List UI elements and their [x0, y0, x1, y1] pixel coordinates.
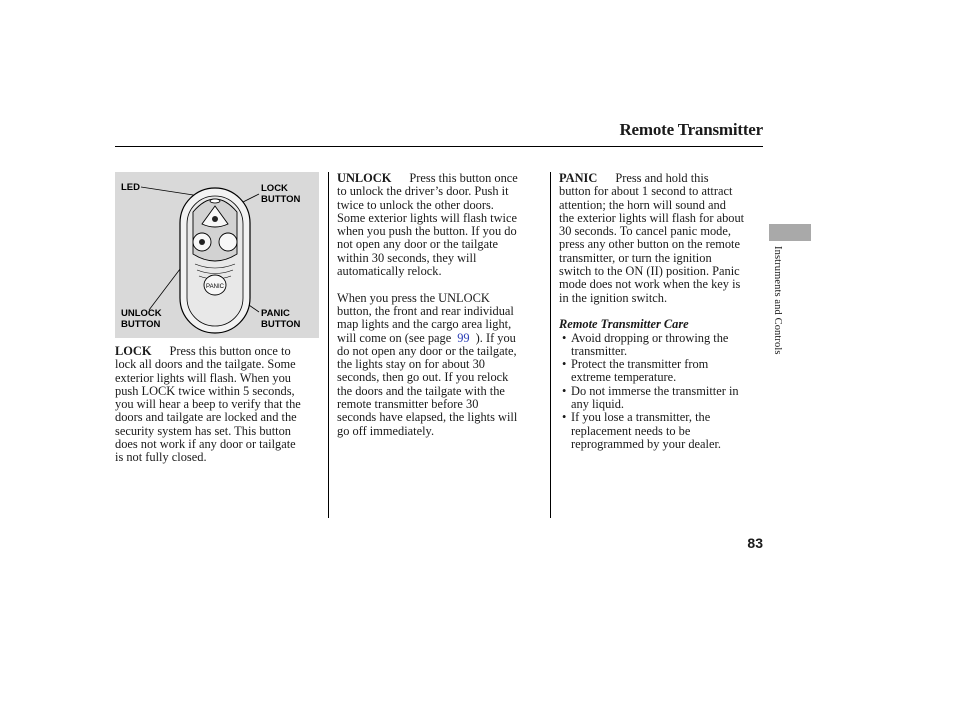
panic-line: transmitter, or turn the ignition: [559, 250, 712, 265]
panic-line: mode does not work when the key is: [559, 277, 741, 292]
unlock-line: When you press the UNLOCK: [337, 290, 490, 305]
unlock-line: map lights and the cargo area light,: [337, 317, 512, 332]
unlock-line: within 30 seconds, they will: [337, 250, 477, 265]
lock-line: push LOCK twice within 5 seconds,: [115, 383, 295, 398]
section-tab-label: Instruments and Controls: [772, 246, 783, 355]
lock-button-label: [261, 183, 300, 205]
lock-keyword: LOCK: [115, 344, 152, 358]
lock-button-label-line: LOCK: [261, 183, 288, 194]
panic-button-label-line: BUTTON: [261, 319, 301, 330]
unlock-button-label-line: BUTTON: [121, 319, 161, 330]
bullet-icon: •: [562, 410, 567, 425]
care-list-item: [559, 385, 765, 412]
column-divider-right: [550, 172, 551, 518]
care-item-line: Avoid dropping or throwing the: [571, 330, 729, 345]
care-item-line: extreme temperature.: [571, 370, 677, 385]
panic-line: 30 seconds. To cancel panic mode,: [559, 224, 731, 239]
lock-line-text: Press this button once to: [169, 344, 291, 358]
remote-transmitter-figure: [115, 172, 319, 338]
care-list-item: [559, 332, 765, 359]
unlock-line: the doors and the tailgate with the: [337, 383, 505, 398]
care-list: [559, 332, 765, 452]
lock-line: is not fully closed.: [115, 450, 207, 465]
lock-section: [115, 345, 325, 465]
panic-line: attention; the horn will sound and: [559, 197, 726, 212]
unlock-line: when you push the button. If you do: [337, 224, 517, 239]
unlock-line: automatically relock.: [337, 264, 442, 279]
unlock-section: [337, 172, 545, 438]
page-number: 83: [747, 535, 763, 551]
care-list-item: [559, 411, 765, 451]
unlock-line: go off immediately.: [337, 423, 435, 438]
led-label: LED: [121, 182, 140, 193]
bullet-icon: •: [562, 383, 567, 398]
care-item-line: replacement needs to be: [571, 423, 691, 438]
panic-line-text: Press and hold this: [615, 171, 709, 185]
lock-line: doors and tailgate are locked and the: [115, 410, 297, 425]
unlock-line: [337, 332, 545, 345]
care-item-line: Do not immerse the transmitter in: [571, 383, 739, 398]
page-reference-link[interactable]: 99: [457, 330, 470, 345]
unlock-line: button, the front and rear individual: [337, 303, 514, 318]
panic-line: in the ignition switch.: [559, 290, 668, 305]
panic-keyword: PANIC: [559, 171, 598, 185]
lock-line: does not work if any door or tailgate: [115, 437, 296, 452]
care-item-line: If you lose a transmitter, the: [571, 410, 711, 425]
page-ref-after: ). If you: [475, 330, 516, 345]
panic-line: switch to the ON (II) position. Panic: [559, 264, 740, 279]
unlock-line: seconds have elapsed, the lights will: [337, 410, 518, 425]
panic-line: press any other button on the remote: [559, 237, 740, 252]
lock-line: you will hear a beep to verify that the: [115, 397, 301, 412]
bullet-icon: •: [562, 357, 567, 372]
header-rule: [115, 146, 763, 147]
section-tab: [769, 224, 811, 241]
unlock-line: to unlock the driver’s door. Push it: [337, 184, 509, 199]
unlock-line: twice to unlock the other doors.: [337, 197, 494, 212]
unlock-line: Some exterior lights will flash twice: [337, 210, 517, 225]
lock-line: security system has set. This button: [115, 423, 291, 438]
unlock-line: [337, 172, 545, 185]
unlock-button-label: [121, 308, 162, 330]
unlock-button-label-line: UNLOCK: [121, 308, 162, 319]
unlock-line: remote transmitter before 30: [337, 397, 479, 412]
panic-line: [559, 172, 765, 185]
unlock-line: the lights stay on for about 30: [337, 357, 485, 372]
lock-line: lock all doors and the tailgate. Some: [115, 357, 296, 372]
lock-line: [115, 345, 325, 358]
panic-button-label-line: PANIC: [261, 308, 290, 319]
unlock-keyword: UNLOCK: [337, 171, 392, 185]
unlock-line-text: Press this button once: [409, 171, 518, 185]
panic-line: button for about 1 second to attract: [559, 184, 733, 199]
panic-section: [559, 172, 765, 451]
panic-key-text: PANIC: [206, 284, 224, 290]
lock-button-label-line: BUTTON: [261, 194, 301, 205]
panic-button-label: [261, 308, 300, 330]
care-list-item: [559, 358, 765, 385]
panic-line: the exterior lights will flash for about: [559, 210, 745, 225]
care-heading: Remote Transmitter Care: [559, 317, 689, 332]
page-ref-before: will come on (see page: [337, 330, 452, 345]
lock-line: exterior lights will flash. When you: [115, 370, 291, 385]
care-item-line: Protect the transmitter from: [571, 357, 709, 372]
care-item-line: any liquid.: [571, 397, 624, 412]
care-item-line: transmitter.: [571, 343, 628, 358]
unlock-line: seconds, then go out. If you relock: [337, 370, 509, 385]
column-divider-left: [328, 172, 329, 518]
bullet-icon: •: [562, 330, 567, 345]
unlock-line: not open any door or the tailgate: [337, 237, 499, 252]
care-item-line: reprogrammed by your dealer.: [571, 436, 722, 451]
page-title: Remote Transmitter: [619, 120, 763, 139]
unlock-line: do not open any door or the tailgate,: [337, 343, 517, 358]
